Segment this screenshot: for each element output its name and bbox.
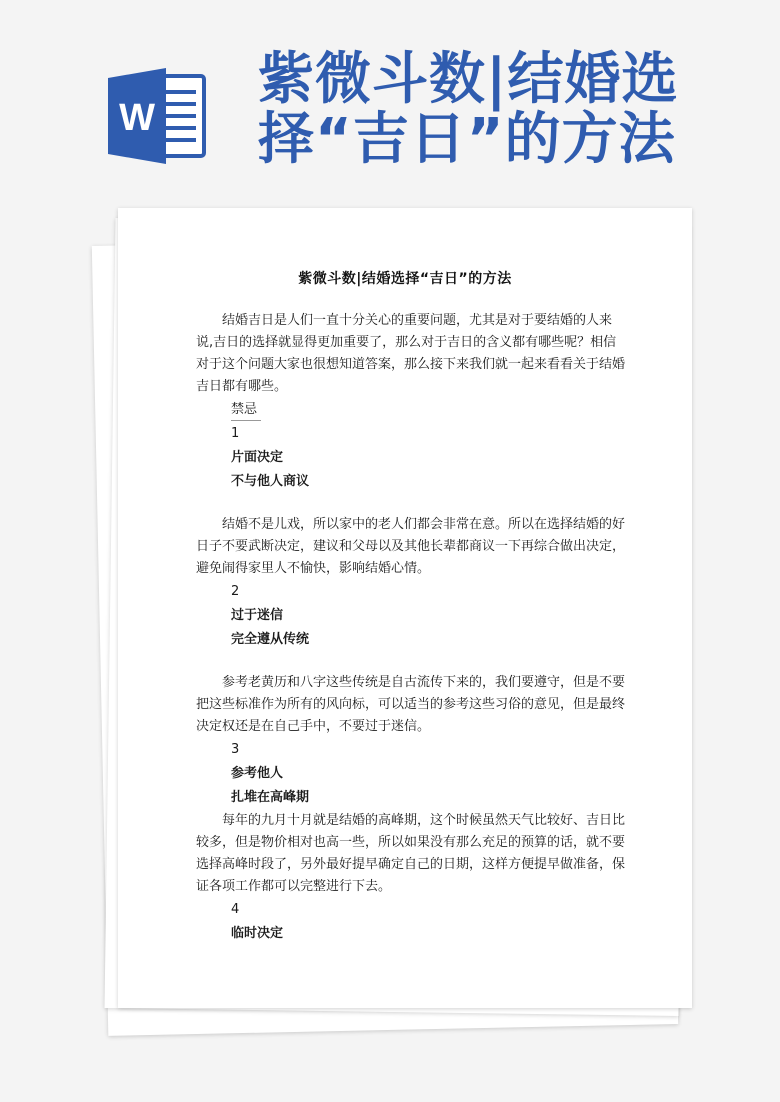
item-heading: 临时决定 xyxy=(231,926,284,941)
banner-title-line2: 择“吉日”的方法 xyxy=(258,107,676,172)
document-page xyxy=(118,208,692,1008)
item-number: 1 xyxy=(231,426,240,441)
item-number: 4 xyxy=(231,902,240,917)
banner-title-line1: 紫微斗数|结婚选 xyxy=(258,47,679,112)
item-subheading: 扎堆在高峰期 xyxy=(231,790,310,805)
document-title: 紫微斗数|结婚选择“吉日”的方法 xyxy=(298,271,512,287)
section-label-text: 禁忌 xyxy=(231,400,261,421)
section-label xyxy=(196,398,626,422)
item-heading: 过于迷信 xyxy=(231,608,284,623)
item-heading: 参考他人 xyxy=(231,766,284,781)
item-body: 参考老黄历和八字这些传统是自古流传下来的，我们要遵守，但是不要把这些标准作为所有的风向标，可以适当的参考这些习俗的意见，但是最终决定权还是在自己手中，不要过于迷信。 xyxy=(196,675,626,734)
item-number: 3 xyxy=(231,742,240,757)
item-number: 2 xyxy=(231,584,240,599)
banner xyxy=(0,0,780,190)
banner-title xyxy=(258,47,758,172)
item-subheading: 不与他人商议 xyxy=(231,474,310,489)
word-icon-letter: W xyxy=(119,97,155,139)
intro-paragraph: 结婚吉日是人们一直十分关心的重要问题，尤其是对于要结婚的人来说,吉日的选择就显得更加重要了，那么对于吉日的含义都有哪些呢？相信对于这个问题大家也很想知道答案，那么接下来我们就一起来看看关于结婚吉日都有哪些。 xyxy=(196,313,626,394)
item-subheading: 完全遵从传统 xyxy=(231,632,310,647)
word-doc-icon xyxy=(108,68,208,164)
item-body: 每年的九月十月就是结婚的高峰期，这个时候虽然天气比较好、吉日比较多，但是物价相对也高一些，所以如果没有那么充足的预算的话，就不要选择高峰时段了，另外最好提早确定自己的日期，这样方便提早做准备，保证各项工作都可以完整进行下去。 xyxy=(196,813,626,894)
item-heading: 片面决定 xyxy=(231,450,284,465)
item-body: 结婚不是儿戏，所以家中的老人们都会非常在意。所以在选择结婚的好日子不要武断决定，建议和父母以及其他长辈都商议一下再综合做出决定，避免闹得家里人不愉快，影响结婚心情。 xyxy=(196,517,626,576)
document-body xyxy=(196,310,626,946)
